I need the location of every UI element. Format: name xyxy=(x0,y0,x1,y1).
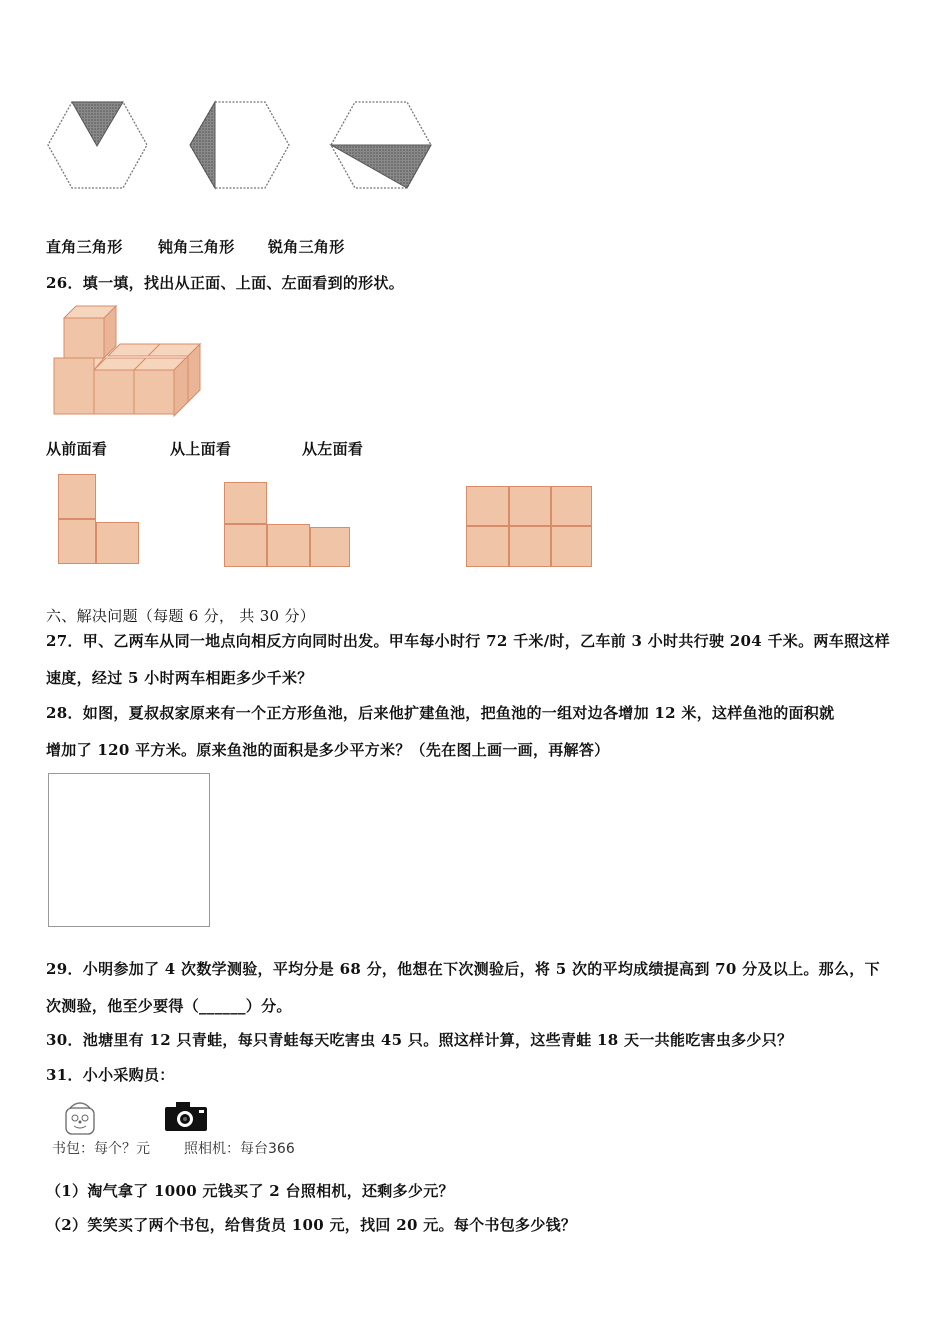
question-26: 26．填一填，找出从正面、上面、左面看到的形状。 xyxy=(46,274,405,292)
view-shape-2 xyxy=(222,482,352,572)
question-30: 30．池塘里有 12 只青蛙，每只青蛙每天吃害虫 45 只。照这样计算，这些青蛙 18 天一共能吃害虫多少只？ xyxy=(46,1031,793,1049)
label-right-triangle: 直角三角形 xyxy=(46,238,123,256)
question-28-line2: 增加了 120 平方米。原来鱼池的面积是多少平方米？（先在图上画一画，再解答） xyxy=(46,741,610,759)
question-31-sub1: （1）淘气拿了 1000 元钱买了 2 台照相机，还剩多少元？ xyxy=(46,1182,454,1200)
question-28-line1: 28．如图，夏叔叔家原来有一个正方形鱼池，后来他扩建鱼池，把鱼池的一组对边各增加 12 米，这样鱼池的面积就 xyxy=(46,704,835,722)
question-27-line2: 速度，经过 5 小时两车相距多少千米？ xyxy=(46,669,313,687)
question-31-title: 31．小小采购员： xyxy=(46,1066,175,1084)
view-label-front: 从前面看 xyxy=(46,440,108,458)
hexagon-acute-triangle xyxy=(331,102,431,188)
question-31-sub2: （2）笑笑买了两个书包，给售货员 100 元，找回 20 元。每个书包多少钱？ xyxy=(46,1216,577,1234)
square-pond-drawing-area xyxy=(48,773,210,927)
hexagon-figures xyxy=(40,95,460,200)
hexagon-right-triangle xyxy=(48,102,147,188)
question-27-line1: 27．甲、乙两车从同一地点向相反方向同时出发。甲车每小时行 72 千米/时，乙车前 3 小时共行驶 204 千米。两车照这样 xyxy=(46,632,890,650)
hexagon-obtuse-triangle xyxy=(190,102,289,188)
cube-stack-figure xyxy=(48,300,208,418)
camera-price-label: 照相机：每台366 xyxy=(184,1141,295,1157)
section-6-heading: 六、解决问题（每题 6 分， 共 30 分） xyxy=(46,607,316,625)
label-acute-triangle: 锐角三角形 xyxy=(268,238,345,256)
view-shape-3 xyxy=(466,486,594,570)
school-bag-icon xyxy=(58,1098,102,1138)
bag-price-label: 书包：每个？元 xyxy=(52,1141,150,1157)
question-29-line1: 29．小明参加了 4 次数学测验，平均分是 68 分，他想在下次测验后，将 5 次的平均成绩提高到 70 分及以上。那么，下 xyxy=(46,960,880,978)
label-obtuse-triangle: 钝角三角形 xyxy=(158,238,235,256)
view-label-top: 从上面看 xyxy=(170,440,232,458)
question-29-line2: 次测验，他至少要得（______）分。 xyxy=(46,997,292,1015)
view-shape-1 xyxy=(56,474,142,568)
view-label-left: 从左面看 xyxy=(302,440,364,458)
camera-icon xyxy=(163,1100,209,1132)
